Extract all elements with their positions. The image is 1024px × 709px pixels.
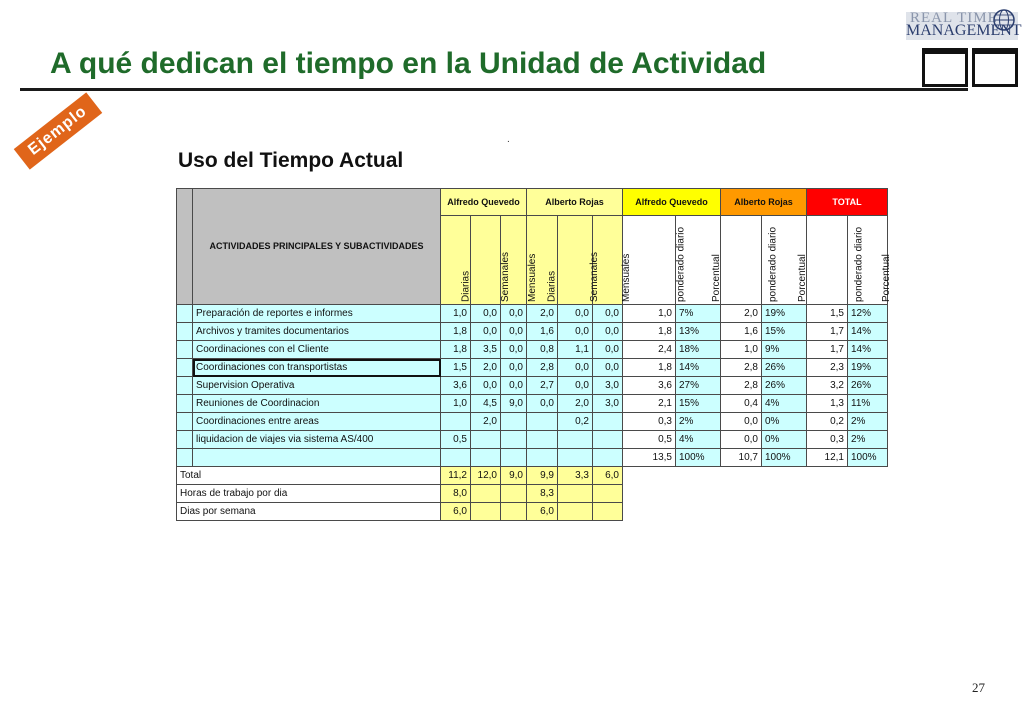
value-cell: 4% bbox=[762, 395, 807, 413]
value-cell: 26% bbox=[848, 377, 888, 395]
value-cell: 1,3 bbox=[807, 395, 848, 413]
activity-name: Coordinaciones con el Cliente bbox=[193, 341, 441, 359]
summary-label: Horas de trabajo por dia bbox=[177, 485, 441, 503]
subheader-cell bbox=[762, 216, 807, 305]
activity-name: Coordinaciones entre areas bbox=[193, 413, 441, 431]
subheader-cell bbox=[848, 216, 892, 305]
value-cell: 2,8 bbox=[721, 377, 762, 395]
row-marker bbox=[177, 305, 193, 323]
value-cell bbox=[471, 431, 501, 449]
subheader-label: Semanales bbox=[589, 251, 601, 302]
empty-cell bbox=[807, 485, 848, 503]
subheader-label: Semanales bbox=[499, 251, 511, 302]
value-cell: 1,8 bbox=[441, 341, 471, 359]
subheader-label: ponderado diario bbox=[767, 226, 779, 302]
empty-cell bbox=[721, 485, 762, 503]
group-header-aq-input: Alfredo Quevedo bbox=[441, 189, 527, 216]
value-cell: 0,0 bbox=[593, 323, 623, 341]
value-cell: 2% bbox=[676, 413, 721, 431]
value-cell: 10,7 bbox=[721, 449, 762, 467]
value-cell: 3,5 bbox=[471, 341, 501, 359]
empty-cell bbox=[762, 485, 807, 503]
subheader-label: Porcentual bbox=[880, 254, 892, 302]
subheader-cell bbox=[527, 216, 558, 305]
value-cell: 9,0 bbox=[501, 395, 527, 413]
logo-line-1: REAL TIME bbox=[910, 10, 998, 26]
summary-value bbox=[558, 485, 593, 503]
summary-value: 3,3 bbox=[558, 467, 593, 485]
summary-value: 12,0 bbox=[471, 467, 501, 485]
value-cell: 1,0 bbox=[623, 305, 676, 323]
activity-name: Archivos y tramites documentarios bbox=[193, 323, 441, 341]
value-cell bbox=[527, 431, 558, 449]
window-icon-left bbox=[922, 48, 968, 87]
value-cell: 0% bbox=[762, 431, 807, 449]
row-marker bbox=[177, 395, 193, 413]
empty-cell bbox=[721, 503, 762, 521]
value-cell: 0,5 bbox=[441, 431, 471, 449]
value-cell: 0% bbox=[762, 413, 807, 431]
value-cell bbox=[527, 413, 558, 431]
table-row bbox=[177, 449, 888, 467]
subheader-label: Porcentual bbox=[710, 254, 722, 302]
subheader-label: Mensuales bbox=[620, 253, 632, 302]
value-cell: 14% bbox=[848, 341, 888, 359]
value-cell: 0,3 bbox=[807, 431, 848, 449]
value-cell: 1,8 bbox=[441, 323, 471, 341]
value-cell: 1,0 bbox=[441, 395, 471, 413]
value-cell: 0,0 bbox=[501, 341, 527, 359]
stray-dot: . bbox=[507, 134, 510, 145]
table-row bbox=[177, 341, 888, 359]
empty-cell bbox=[676, 503, 721, 521]
empty-cell bbox=[807, 503, 848, 521]
table-title: Uso del Tiempo Actual bbox=[178, 149, 404, 172]
title-rule bbox=[20, 88, 968, 91]
value-cell bbox=[501, 449, 527, 467]
value-cell: 3,6 bbox=[441, 377, 471, 395]
summary-value bbox=[593, 503, 623, 521]
value-cell: 2% bbox=[848, 413, 888, 431]
value-cell bbox=[441, 413, 471, 431]
value-cell: 2,7 bbox=[527, 377, 558, 395]
empty-cell bbox=[762, 467, 807, 485]
logo-line-2: MANAGEMENT bbox=[906, 22, 1022, 39]
value-cell: 13,5 bbox=[623, 449, 676, 467]
value-cell: 0,0 bbox=[721, 431, 762, 449]
value-cell bbox=[593, 413, 623, 431]
summary-value bbox=[501, 485, 527, 503]
activity-name: liquidacion de viajes via sistema AS/400 bbox=[193, 431, 441, 449]
value-cell: 1,5 bbox=[441, 359, 471, 377]
subheader-cell bbox=[441, 216, 471, 305]
subheader-cell bbox=[471, 216, 511, 305]
value-cell: 0,0 bbox=[721, 413, 762, 431]
value-cell: 2,0 bbox=[471, 359, 501, 377]
value-cell: 3,0 bbox=[593, 377, 623, 395]
summary-value bbox=[558, 503, 593, 521]
activity-name bbox=[193, 449, 441, 467]
value-cell: 0,0 bbox=[501, 377, 527, 395]
value-cell bbox=[593, 449, 623, 467]
table-row bbox=[177, 413, 888, 431]
empty-cell bbox=[848, 503, 888, 521]
value-cell: 1,7 bbox=[807, 323, 848, 341]
subheader-cell bbox=[593, 216, 632, 305]
row-marker bbox=[177, 323, 193, 341]
value-cell: 12,1 bbox=[807, 449, 848, 467]
window-icon-right bbox=[972, 48, 1018, 87]
value-cell: 19% bbox=[762, 305, 807, 323]
group-header-aq-weighted: Alfredo Quevedo bbox=[623, 189, 721, 216]
empty-cell bbox=[848, 485, 888, 503]
value-cell: 27% bbox=[676, 377, 721, 395]
value-cell: 9% bbox=[762, 341, 807, 359]
table-row bbox=[177, 395, 888, 413]
value-cell bbox=[558, 431, 593, 449]
value-cell: 2,1 bbox=[623, 395, 676, 413]
value-cell: 2,8 bbox=[721, 359, 762, 377]
value-cell: 7% bbox=[676, 305, 721, 323]
table-row bbox=[177, 359, 888, 377]
table-row bbox=[177, 305, 888, 323]
row-marker bbox=[177, 449, 193, 467]
activity-name: Reuniones de Coordinacion bbox=[193, 395, 441, 413]
value-cell: 0,0 bbox=[558, 359, 593, 377]
value-cell bbox=[501, 431, 527, 449]
subheader-label: ponderado diario bbox=[853, 226, 865, 302]
value-cell: 0,0 bbox=[593, 305, 623, 323]
summary-value: 6,0 bbox=[593, 467, 623, 485]
group-header-ar-weighted: Alberto Rojas bbox=[721, 189, 807, 216]
activity-name: Supervision Operativa bbox=[193, 377, 441, 395]
value-cell: 0,0 bbox=[471, 377, 501, 395]
value-cell: 2,4 bbox=[623, 341, 676, 359]
empty-cell bbox=[676, 485, 721, 503]
value-cell: 1,6 bbox=[527, 323, 558, 341]
summary-value: 8,0 bbox=[441, 485, 471, 503]
value-cell: 2,0 bbox=[721, 305, 762, 323]
value-cell: 0,0 bbox=[558, 377, 593, 395]
value-cell: 0,0 bbox=[558, 323, 593, 341]
value-cell bbox=[501, 413, 527, 431]
value-cell: 11% bbox=[848, 395, 888, 413]
value-cell: 0,0 bbox=[593, 359, 623, 377]
value-cell: 1,1 bbox=[558, 341, 593, 359]
value-cell: 14% bbox=[848, 323, 888, 341]
example-stamp: Ejemplo bbox=[14, 92, 103, 169]
summary-label: Dias por semana bbox=[177, 503, 441, 521]
value-cell: 26% bbox=[762, 359, 807, 377]
value-cell: 15% bbox=[676, 395, 721, 413]
row-marker bbox=[177, 359, 193, 377]
summary-value: 11,2 bbox=[441, 467, 471, 485]
activities-header: ACTIVIDADES PRINCIPALES Y SUBACTIVIDADES bbox=[193, 189, 441, 305]
subheader-cell bbox=[676, 216, 721, 305]
value-cell: 2,0 bbox=[558, 395, 593, 413]
subheader-cell bbox=[620, 216, 687, 305]
subheader-label: Diarias bbox=[546, 270, 558, 302]
summary-value: 6,0 bbox=[527, 503, 558, 521]
value-cell: 0,0 bbox=[501, 323, 527, 341]
table-row bbox=[177, 431, 888, 449]
row-marker bbox=[177, 431, 193, 449]
value-cell: 19% bbox=[848, 359, 888, 377]
group-header-total: TOTAL bbox=[807, 189, 888, 216]
activity-name: Coordinaciones con transportistas bbox=[193, 359, 441, 377]
subheader-cell bbox=[721, 216, 779, 305]
value-cell: 0,2 bbox=[558, 413, 593, 431]
empty-cell bbox=[721, 467, 762, 485]
summary-value: 8,3 bbox=[527, 485, 558, 503]
value-cell: 0,3 bbox=[623, 413, 676, 431]
value-cell: 0,5 bbox=[623, 431, 676, 449]
subheader-label: Diarias bbox=[460, 270, 472, 302]
value-cell: 2,8 bbox=[527, 359, 558, 377]
subheader-label: Porcentual bbox=[796, 254, 808, 302]
summary-value: 9,9 bbox=[527, 467, 558, 485]
value-cell: 0,0 bbox=[471, 323, 501, 341]
value-cell bbox=[558, 449, 593, 467]
empty-cell bbox=[623, 467, 676, 485]
value-cell: 0,0 bbox=[501, 305, 527, 323]
summary-label: Total bbox=[177, 467, 441, 485]
summary-value: 6,0 bbox=[441, 503, 471, 521]
page-number: 27 bbox=[972, 680, 985, 695]
value-cell: 0,0 bbox=[527, 395, 558, 413]
value-cell: 1,6 bbox=[721, 323, 762, 341]
value-cell: 3,2 bbox=[807, 377, 848, 395]
table-row bbox=[177, 377, 888, 395]
value-cell: 1,0 bbox=[441, 305, 471, 323]
value-cell: 0,8 bbox=[527, 341, 558, 359]
row-marker bbox=[177, 413, 193, 431]
value-cell: 0,2 bbox=[807, 413, 848, 431]
value-cell bbox=[593, 431, 623, 449]
value-cell bbox=[441, 449, 471, 467]
row-marker bbox=[177, 341, 193, 359]
value-cell: 0,0 bbox=[558, 305, 593, 323]
value-cell: 26% bbox=[762, 377, 807, 395]
subheader-label: Mensuales bbox=[526, 253, 538, 302]
value-cell: 100% bbox=[676, 449, 721, 467]
summary-value bbox=[593, 485, 623, 503]
value-cell: 1,8 bbox=[623, 323, 676, 341]
empty-cell bbox=[623, 503, 676, 521]
value-cell: 3,0 bbox=[593, 395, 623, 413]
empty-cell bbox=[762, 503, 807, 521]
summary-value bbox=[471, 503, 501, 521]
value-cell: 13% bbox=[676, 323, 721, 341]
subheader-cell bbox=[807, 216, 865, 305]
empty-cell bbox=[676, 467, 721, 485]
hours-row bbox=[177, 485, 888, 503]
empty-cell bbox=[623, 485, 676, 503]
header-row-1 bbox=[177, 189, 888, 216]
value-cell: 1,0 bbox=[721, 341, 762, 359]
value-cell: 2,0 bbox=[527, 305, 558, 323]
value-cell: 1,5 bbox=[807, 305, 848, 323]
value-cell: 2,0 bbox=[471, 413, 501, 431]
value-cell: 4,5 bbox=[471, 395, 501, 413]
slide-title: A qué dedican el tiempo en la Unidad de Actividad bbox=[50, 47, 767, 80]
summary-value: 9,0 bbox=[501, 467, 527, 485]
days-row bbox=[177, 503, 888, 521]
value-cell: 0,0 bbox=[593, 341, 623, 359]
value-cell: 4% bbox=[676, 431, 721, 449]
value-cell: 100% bbox=[848, 449, 888, 467]
value-cell: 1,8 bbox=[623, 359, 676, 377]
summary-value bbox=[471, 485, 501, 503]
subheader-cell bbox=[558, 216, 601, 305]
value-cell bbox=[471, 449, 501, 467]
total-row bbox=[177, 467, 888, 485]
empty-cell bbox=[848, 467, 888, 485]
activity-name: Preparación de reportes e informes bbox=[193, 305, 441, 323]
value-cell: 2% bbox=[848, 431, 888, 449]
time-usage-table bbox=[176, 188, 892, 521]
row-marker bbox=[177, 377, 193, 395]
value-cell: 0,0 bbox=[501, 359, 527, 377]
empty-cell bbox=[807, 467, 848, 485]
subheader-cell bbox=[501, 216, 538, 305]
value-cell: 14% bbox=[676, 359, 721, 377]
globe-icon bbox=[992, 8, 1016, 32]
value-cell: 2,3 bbox=[807, 359, 848, 377]
value-cell: 15% bbox=[762, 323, 807, 341]
subheader-label: ponderado diario bbox=[675, 226, 687, 302]
value-cell: 100% bbox=[762, 449, 807, 467]
table-row bbox=[177, 323, 888, 341]
summary-value bbox=[501, 503, 527, 521]
value-cell: 3,6 bbox=[623, 377, 676, 395]
value-cell: 1,7 bbox=[807, 341, 848, 359]
value-cell: 0,4 bbox=[721, 395, 762, 413]
group-header-ar-input: Alberto Rojas bbox=[527, 189, 623, 216]
value-cell: 12% bbox=[848, 305, 888, 323]
value-cell: 18% bbox=[676, 341, 721, 359]
row-marker-header bbox=[177, 189, 193, 305]
value-cell bbox=[527, 449, 558, 467]
value-cell: 0,0 bbox=[471, 305, 501, 323]
